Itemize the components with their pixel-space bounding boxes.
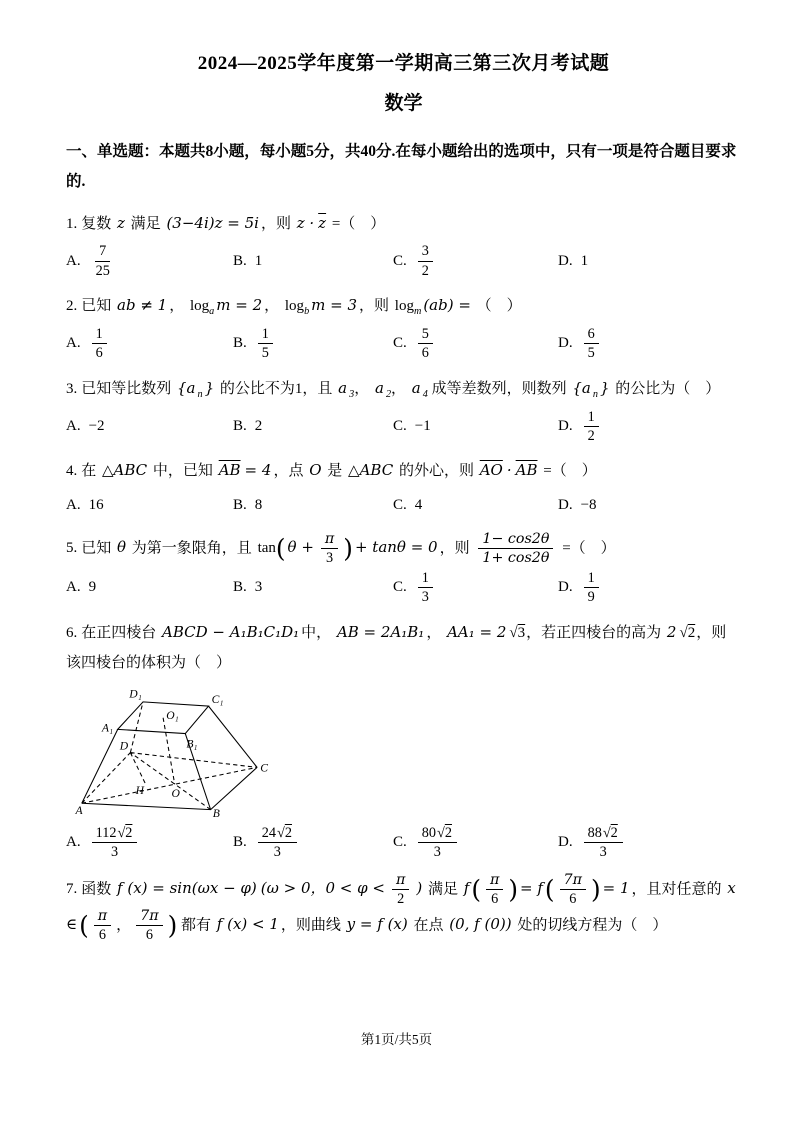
math-var: a: [338, 378, 348, 397]
log-base: b: [304, 305, 310, 317]
question-7-stem: [66, 872, 741, 944]
log-base: m: [413, 305, 422, 317]
question-5: [66, 531, 741, 606]
footer-page-number: 第1页/共5页: [360, 1032, 433, 1047]
question-1-stem: [66, 208, 741, 240]
subscript: 4: [422, 388, 428, 400]
figure-label-c: C: [260, 761, 269, 775]
stem-text: ，则曲线: [280, 916, 341, 933]
option-d: D. $\frac{1}{2}$: [558, 409, 741, 445]
stem-text: 在: [81, 463, 97, 480]
option-c: C. −1: [393, 417, 431, 434]
fraction: $\frac{80√2}{3}$: [418, 825, 457, 861]
fraction: $\frac{\pi}{6}$: [484, 872, 505, 908]
question-3-options: [66, 409, 741, 445]
question-2-stem: [66, 290, 741, 323]
math-expression: AB = 2A₁B₁: [336, 622, 425, 641]
question-number: 6.: [66, 624, 78, 641]
option-a: A. $\frac{112√2}{3}$: [66, 825, 233, 861]
option-b: B. 3: [233, 579, 263, 596]
math-expression: m = 2: [216, 295, 263, 314]
sequence-notation: }: [204, 378, 215, 397]
sequence-index: n: [197, 388, 203, 400]
dot-operator: ·: [506, 461, 512, 480]
fraction: $\frac{3}{2}$: [418, 243, 433, 279]
stem-text: 满足: [130, 216, 161, 233]
question-number: 2.: [66, 297, 78, 314]
option-c: C. $\frac{5}{6}$: [393, 326, 558, 362]
fraction: $\frac{88√2}{3}$: [584, 825, 623, 861]
square-root: √2: [679, 624, 696, 641]
question-4-options: [66, 490, 741, 520]
option-a: A. $\frac{7}{25}$: [66, 243, 233, 279]
solid-notation: ABCD − A₁B₁C₁D₁: [162, 622, 300, 641]
fraction: $\frac{1}{6}$: [92, 326, 107, 362]
answer-blank: =（ ）: [331, 216, 386, 233]
option-a: A. $\frac{1}{6}$: [66, 326, 233, 362]
vector-ab: $\overline{AB}$: [515, 461, 538, 480]
option-a: A. −2: [66, 417, 105, 434]
log-base: a: [209, 305, 215, 317]
fraction: $\frac{1}{5}$: [258, 326, 273, 362]
figure-label-h: H: [135, 783, 145, 797]
option-d: D. $\frac{1}{9}$: [558, 570, 741, 606]
option-b: B. 2: [233, 417, 263, 434]
radical-sign: √: [679, 624, 688, 641]
stem-text: ，则: [359, 297, 390, 314]
option-b: B. $\frac{24√2}{3}$: [233, 825, 393, 861]
sequence-notation: {a: [572, 378, 591, 397]
stem-text: ，点: [273, 463, 304, 480]
math-expression: + tanθ = 0: [354, 538, 438, 557]
stem-text: 中，: [301, 624, 332, 641]
option-d: D. −8: [558, 496, 597, 513]
right-paren: ): [590, 874, 601, 904]
square-root: √2: [117, 825, 133, 841]
math-conjugate: $\overline{z}$: [318, 214, 327, 233]
subject-title: 数学: [384, 93, 423, 114]
math-var: a: [374, 378, 384, 397]
figure-label-b1: B₁: [186, 737, 198, 751]
square-root: √3: [509, 624, 526, 641]
question-6-options: [66, 825, 741, 861]
stem-text: 在点: [413, 916, 444, 933]
stem-text: ，且对任意的: [631, 881, 722, 898]
stem-text: ，: [169, 297, 185, 314]
answer-blank: 的公比为（ ）: [615, 380, 721, 397]
option-d: D. $\frac{88√2}{3}$: [558, 825, 741, 861]
sequence-notation: }: [599, 378, 610, 397]
math-var: O: [309, 461, 322, 480]
triangle-notation: △ABC: [102, 461, 148, 480]
question-number: 5.: [66, 540, 78, 557]
fraction: $\frac{\pi}{6}$: [92, 908, 113, 944]
question-2: [66, 290, 741, 362]
stem-text: 复数: [81, 216, 112, 233]
option-c: C. $\frac{1}{3}$: [393, 570, 558, 606]
stem-text: 中，已知: [152, 463, 213, 480]
figure-label-c1: C₁: [211, 692, 224, 706]
fraction: $\frac{5}{6}$: [418, 326, 433, 362]
math-expression: AA₁ = 2: [447, 622, 507, 641]
stem-text: ，: [354, 380, 370, 397]
math-expression: f: [463, 879, 470, 898]
question-7: [66, 872, 741, 944]
figure-label-a: A: [75, 803, 83, 817]
stem-text: 函数: [81, 881, 112, 898]
log-function: log: [189, 297, 210, 314]
math-var: a: [411, 378, 421, 397]
triangle-notation: △ABC: [348, 461, 394, 480]
figure-container: [68, 685, 741, 822]
question-4-stem: [66, 455, 741, 487]
fraction: $\frac{7\pi}{6}$: [558, 872, 588, 908]
math-expression: θ +: [287, 538, 314, 557]
section-instructions: 一、单选题：本题共8小题，每小题5分，共40分.在每小题给出的选项中，只有一项是符合题目要求的.: [66, 143, 737, 191]
right-paren: ): [167, 910, 178, 940]
subscript: 2: [385, 388, 392, 400]
stem-text: 满足: [427, 881, 458, 898]
option-b: B. 1: [233, 252, 263, 269]
math-var: θ: [117, 538, 127, 557]
left-paren: (: [544, 874, 555, 904]
stem-text: 已知: [81, 297, 112, 314]
math-expression: y = f (x): [346, 914, 408, 933]
stem-text: 已知: [81, 540, 112, 557]
stem-text: 是: [327, 463, 343, 480]
square-root: √2: [437, 825, 452, 841]
math-expression: ): [416, 879, 423, 898]
question-1-options: [66, 243, 741, 279]
question-number: 1.: [66, 216, 78, 233]
stem-text: 为第一象限角，且: [131, 540, 252, 557]
math-expression: z ·: [296, 214, 315, 233]
fraction: $\frac{7}{25}$: [95, 243, 110, 279]
option-d: D. $\frac{6}{5}$: [558, 326, 741, 362]
vector-ab: $\overline{AB}$: [218, 461, 241, 480]
option-b: B. 8: [233, 496, 263, 513]
right-paren: ): [343, 533, 353, 563]
stem-text: 的外心，则: [398, 463, 474, 480]
comma: ，: [116, 916, 132, 933]
question-number: 3.: [66, 380, 78, 397]
log-function: log: [284, 297, 305, 314]
option-c: C. 4: [393, 496, 423, 513]
left-paren: (: [471, 874, 481, 904]
option-c: C. $\frac{80√2}{3}$: [393, 825, 558, 861]
answer-blank: （ ）: [476, 297, 522, 314]
question-6-stem: [66, 617, 741, 680]
question-6: [66, 617, 741, 861]
stem-text: ，则: [260, 216, 291, 233]
stem-text: ，: [391, 380, 407, 397]
fraction: $\frac{24√2}{3}$: [258, 825, 297, 861]
answer-blank: ，则该四棱台的体积为（ ）: [66, 624, 727, 672]
stem-text: 已知等比数列: [81, 380, 172, 397]
stem-text: 成等差数列，则数列: [431, 380, 567, 397]
fraction: $\frac{1}{9}$: [584, 570, 599, 606]
option-a: A. 16: [66, 496, 104, 513]
square-root: √2: [602, 825, 618, 841]
fraction: $\frac{1- \cos 2\theta}{1+ \cos 2\theta}$: [476, 531, 555, 567]
answer-blank: 处的切线方程为（ ）: [517, 916, 668, 933]
math-var: z: [117, 214, 125, 233]
math-expression: (3−4i)z = 5i: [166, 214, 259, 233]
figure-label-o1: O₁: [166, 708, 179, 722]
question-1: [66, 208, 741, 279]
question-4: [66, 455, 741, 520]
left-paren: (: [275, 533, 286, 563]
question-number: 7.: [66, 881, 78, 898]
stem-text: ，: [426, 624, 442, 641]
option-a: A. 9: [66, 579, 97, 596]
page-title: 2024—2025学年度第一学期高三第三次月考试题: [197, 53, 610, 74]
math-expression: 2: [666, 622, 677, 641]
tan-function: tan: [257, 540, 276, 557]
math-expression: m = 3: [311, 295, 358, 314]
stem-text: 在正四棱台: [81, 624, 157, 641]
figure-label-o: O: [171, 786, 180, 800]
option-d: D. 1: [558, 252, 589, 269]
square-root: √2: [277, 825, 292, 841]
question-3: [66, 373, 741, 445]
figure-label-b: B: [212, 807, 220, 817]
fraction: $\frac{1}{2}$: [584, 409, 599, 445]
question-5-options: [66, 570, 741, 606]
math-expression: (0, f (0)): [449, 914, 512, 933]
left-paren: (: [79, 910, 89, 940]
radical-sign: √: [509, 624, 518, 641]
question-3-stem: [66, 373, 741, 406]
math-expression: (ω > 0，0 < φ <: [260, 879, 385, 898]
stem-text: ，若正四棱台的高为: [526, 624, 662, 641]
sequence-notation: {a: [177, 378, 196, 397]
figure-label-a1: A₁: [101, 721, 114, 735]
math-expression: = 1: [602, 879, 630, 898]
question-2-options: [66, 326, 741, 362]
fraction: $\frac{\pi}{3}$: [319, 531, 340, 567]
math-expression: = 4: [244, 461, 272, 480]
question-number: 4.: [66, 463, 78, 480]
log-function: log: [394, 297, 414, 314]
frustum-figure: [68, 685, 273, 817]
option-b: B. $\frac{1}{5}$: [233, 326, 393, 362]
question-5-stem: [66, 531, 741, 567]
vector-ao: $\overline{AO}$: [479, 461, 503, 480]
fraction: $\frac{6}{5}$: [584, 326, 599, 362]
answer-blank: =（ ）: [562, 540, 616, 557]
fraction: $\frac{112√2}{3}$: [92, 825, 138, 861]
stem-text: 都有: [181, 916, 212, 933]
math-expression: ab ≠ 1: [117, 295, 168, 314]
stem-text: ，: [264, 297, 280, 314]
right-paren: ): [508, 874, 518, 904]
sequence-index: n: [592, 388, 598, 400]
math-expression: x ∈: [66, 879, 736, 933]
subscript: 3: [349, 388, 355, 400]
answer-blank: =（ ）: [543, 463, 597, 480]
math-expression: = f: [520, 879, 543, 898]
math-expression: (ab) =: [423, 295, 471, 314]
math-expression: f (x) < 1: [216, 914, 279, 933]
fraction: $\frac{7\pi}{6}$: [134, 908, 164, 944]
function-definition: f (x) = sin(ωx − φ): [117, 879, 257, 898]
stem-text: 的公比不为1，且: [219, 380, 333, 397]
fraction: $\frac{\pi}{2}$: [390, 872, 411, 908]
fraction: $\frac{1}{3}$: [418, 570, 433, 606]
stem-text: ，则: [439, 540, 470, 557]
option-c: C. $\frac{3}{2}$: [393, 243, 558, 279]
figure-label-d1: D₁: [129, 687, 142, 701]
figure-label-d: D: [119, 739, 129, 753]
